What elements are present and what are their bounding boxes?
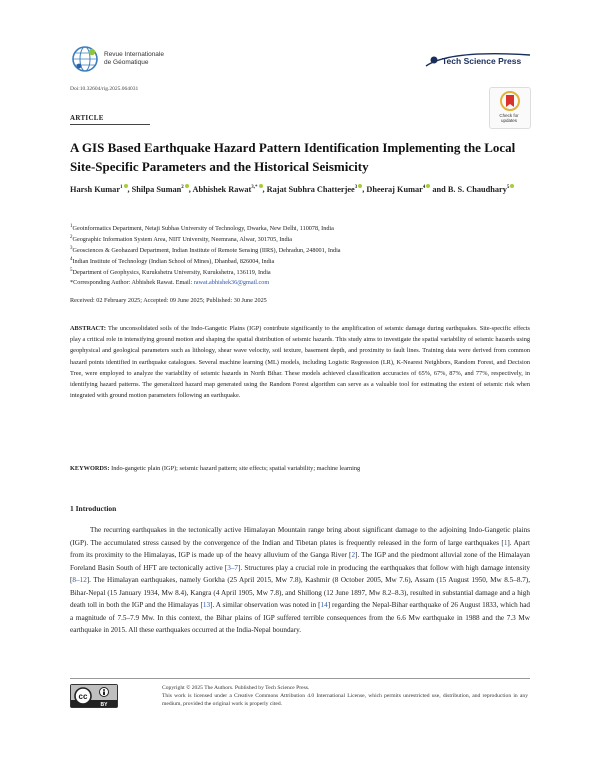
intro-text: ]. The IGP and the piedmont alluvial zone of the Himalayan Foreland Basin South of HFT are tectonically active [ [70,551,530,572]
intro-text: The recurring earthquakes in the tectonically active Himalayan Mountain range bring about significant damage to the adjoining Indo-Gangetic plains (IGP). The accumulated stress caused by the convergence of the Indian and Tibetan plates is frequently released in the form of large earthquakes [ [70,526,530,547]
footer-rule [70,678,530,679]
by-badge-text: BY [100,702,108,707]
article-type: ARTICLE [70,114,104,122]
affiliation-text: Indian Institute of Technology (Indian School of Mines), Dhanbad, 826004, India [72,258,275,265]
affiliation-number: 5 [70,267,73,273]
section-heading: 1 Introduction [70,504,117,513]
intro-text: ]. The Himalayan earthquakes, namely Gorkha (25 April 2015, Mw 7.8), Kashmir (8 October 2005, Mw 7.6), Assam (15 August 1950, Mw 8.5–8.7), Bihar-Nepal (15 January 1934, Mw 8.4), Kangra (4 April 1905, Mw 7.8), and Shillong (12 June 1897, Mw 8.2–8.3), resulted in substantial damage and a high death toll in both the IGP and the Himalayas [ [70,576,530,609]
publisher-name: Tech Science Press [442,56,522,66]
citation-link[interactable]: 13 [202,601,211,609]
affiliation-number: 2 [70,234,73,240]
citation-link[interactable]: 1 [503,538,508,547]
article-type-rule [70,124,150,125]
corresponding-prefix: *Corresponding Author: Abhishek Rawat. Email: [70,279,194,286]
author-separator: , [362,185,367,194]
author-affiliation-mark: 1 [120,185,123,191]
bookmark-icon [490,88,530,114]
author-affiliation-mark: 3,* [251,185,258,191]
author-name: Abhishek Rawat [192,185,252,194]
journal-logo [70,44,100,74]
cc-by-license-badge[interactable] [70,684,118,708]
affiliation-text: Geographic Information System Area, NIIT University, Neemrana, Alwar, 301705, India [72,236,293,243]
footer-copyright: Copyright © 2025 The Authors. Published by Tech Science Press. [162,685,310,691]
introduction-paragraph [70,524,530,637]
author-list [70,182,530,197]
affiliation-number: 3 [70,245,73,251]
cc-badge-text: cc [78,692,88,701]
journal-name-line2: de Géomatique [104,59,149,66]
footer-license-text: This work is licensed under a Creative Commons Attribution 4.0 International License, which permits unrestricted use, distribution, and reproduction in any medium, provided the original work is properly cited. [162,693,528,707]
intro-text: ]. A similar observation was noted in [ [210,601,321,609]
author-name: Dheeraj Kumar [366,185,423,194]
publication-dates: Received: 02 February 2025; Accepted: 09 June 2025; Published: 30 June 2025 [70,297,267,304]
affiliation-text: Department of Geophysics, Kurukshetra University, Kurukshetra, 136119, India [72,269,271,276]
author-name: Harsh Kumar [70,185,121,194]
doi[interactable]: Doi:10.32604/rig.2025.064031 [70,86,139,92]
abstract-label: ABSTRACT: [70,325,106,332]
author-name: B. S. Chaudhary [447,185,507,194]
affiliation-item [70,223,530,234]
citation-link[interactable]: 2 [351,551,356,559]
author-separator: , [188,185,193,194]
journal-name-line1: Revue Internationale [104,51,164,58]
author-name: Shilpa Suman [131,185,182,194]
author-and: and [430,185,448,194]
check-updates-line1: Check for [499,113,519,118]
intro-text: ]. Apart from its proximity to the Himalayas, IGP is made up of the heavy alluvium of the Ganga River [ [70,538,530,559]
affiliation-item [70,267,530,278]
creative-commons-icon [71,685,117,707]
check-updates-line2: updates [500,118,517,123]
journal-name [104,51,164,67]
corresponding-author [70,279,269,286]
keywords [70,465,530,472]
affiliation-text: Geoinformatics Department, Netaji Subhas University of Technology, Dwarka, New Delhi, 110078, India [72,225,334,232]
author-name: Rajat Subhra Chatterjee [266,185,355,194]
check-for-updates-label [489,113,529,123]
affiliation-item [70,256,530,267]
keywords-text: Indo-gangetic plain (IGP); seismic hazard pattern; site effects; spatial variability; machine learning [111,465,361,472]
citation-link[interactable]: 14 [320,601,328,609]
author-affiliation-mark: 2 [181,185,184,191]
author-separator: , [262,185,267,194]
affiliation-list [70,223,530,278]
orcid-icon[interactable] [510,184,514,188]
author-affiliation-mark: 3 [354,185,358,191]
affiliation-text: Geosciences & Geohazard Department, Indian Institute of Remote Sensing (IIRS), Dehradun, 248001, India [72,247,341,254]
citation-link[interactable]: 8–12 [72,576,87,584]
author-affiliation-mark: 5 [506,185,510,191]
abstract [70,323,530,401]
keywords-label: KEYWORDS: [70,465,110,472]
citation-link[interactable]: 3–7 [227,563,239,572]
intro-text: ]. Structures play a crucial role in producing the earthquakes that follow with high damage intensity [ [70,563,531,584]
affiliation-item [70,234,530,245]
author-separator: , [127,185,132,194]
abstract-text: The unconsolidated soils of the Indo-Gangetic Plains (IGP) contribute significantly to the amplification of seismic damage during earthquakes. Site-specific effects play a critical role in intensifying ground motion and shaping the spatial distribution of seismic hazards. This study aims to investigate the spatial variability of seismic hazards using geophysical and geological parameters such as lithology, shear wave velocity, soil texture, basement depth, and proximity to fault lines. Training data were derived from common hazard points identified in earthquake catalogues. Several machine learning (ML) models, including Logistic Regression (LR), K-Nearest Neighbors, Random Forest, and Decision Tree, were employed to analyze the variability of seismic hazards in North Bihar. These models achieved classification accuracies of 65%, 67%, 87%, and 77%, respectively, in identifying hazard patterns. The generalized hazard map generated using the Random Forest algorithm can serve as a valuable tool for estimating the extent of seismic risk when integrated with ground motion parameters following an earthquake. [70,325,530,400]
paper-title: A GIS Based Earthquake Hazard Pattern Identification Implementing the Local Site-Specific Parameters and the Historical Seismicity [70,140,516,174]
affiliation-number: 1 [70,223,73,229]
footer-license [162,684,528,708]
affiliation-number: 4 [70,256,73,262]
affiliation-item [70,245,530,256]
intro-text: ] regarding the Nepal-Bihar earthquake of 26 August 1833, which had a magnitude of 7.5–7.9 Mw. In this context, the Bihar plains of IGP suffered terrible consequences from the 6.6 Mw earthquake in 1988 and the 7.3 Mw earthquake in 2015. All these earthquakes occurred at the India-Nepal boundary. [70,601,531,634]
author-affiliation-mark: 4 [422,185,426,191]
corresponding-email[interactable]: rawat.abhishek36@gmail.com [193,279,270,286]
